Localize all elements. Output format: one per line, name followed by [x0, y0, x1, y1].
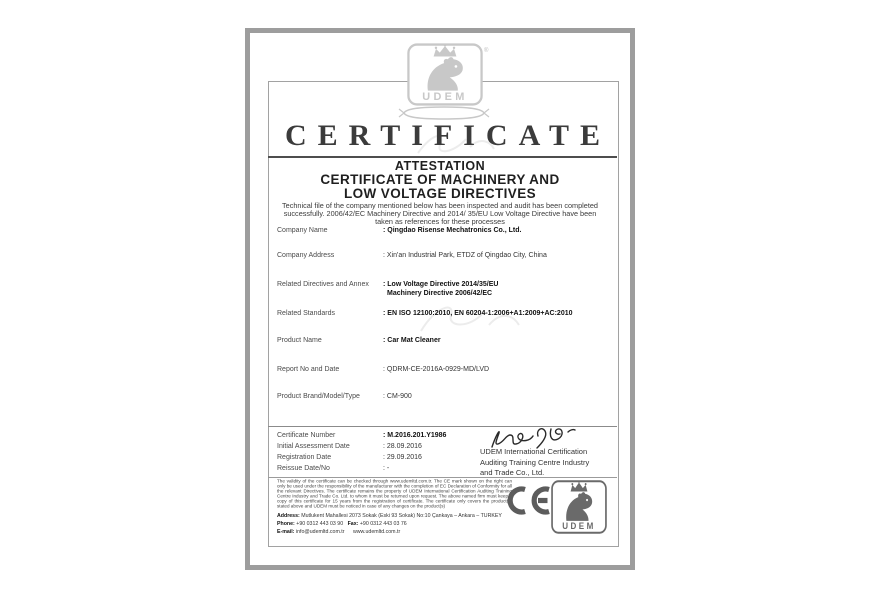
field-row-company-address [250, 252, 630, 272]
udem-stamp-text: UDEM [562, 520, 596, 532]
signatory-name-line: UDEM International Certification [480, 447, 588, 456]
field-value: : EN ISO 12100:2010, EN 60204-1:2006+A1:2009+AC:2010 [383, 310, 573, 317]
attestation-subheading-1: CERTIFICATE OF MACHINERY AND [320, 172, 560, 187]
footer-text-block [277, 479, 513, 536]
attestation-heading: ATTESTATION [394, 159, 486, 173]
field-row-product-name [250, 337, 630, 357]
field-label: Reissue Date/No [277, 465, 330, 472]
email-value: info@udemltd.com.tr [295, 528, 345, 535]
signatory-name-line: Auditing Training Centre Industry [480, 458, 590, 467]
field-label: Report No and Date [277, 366, 340, 373]
address-label: Address: [277, 512, 300, 519]
certificate-title: CERTIFICATE [284, 119, 612, 152]
field-value: : 28.09.2016 [383, 443, 422, 450]
udem-logo-icon [407, 43, 483, 106]
field-value: : - [383, 465, 390, 472]
field-label: Product Name [277, 337, 322, 344]
field-value-line2: Machinery Directive 2006/42/EC [387, 290, 493, 297]
ce-mark-icon [506, 484, 552, 517]
registered-trademark-icon: ® [484, 48, 489, 54]
email-label: E-mail: [277, 528, 295, 535]
phone-value: +90 0312 443 03 90 [296, 520, 344, 527]
field-row-product-model [250, 393, 630, 413]
field-value: : Xin'an Industrial Park, ETDZ of Qingdao City, China [383, 252, 547, 259]
contact-block [277, 512, 513, 536]
field-value: : Qingdao Risense Mechatronics Co., Ltd. [383, 227, 522, 234]
phone-label: Phone: [277, 520, 295, 527]
field-label: Company Address [277, 252, 335, 259]
field-label: Initial Assessment Date [277, 443, 350, 450]
attestation-subheading-2: LOW VOLTAGE DIRECTIVES [343, 186, 537, 201]
field-row-report-no [250, 366, 630, 386]
attestation-intro-paragraph: Technical file of the company mentioned below has been inspected and audit has been completed successfully. 2006/42/EC Machinery Directive and 2014/ 35/EU Low Voltage Directive have been taken as references for these processes [281, 201, 598, 226]
field-value: : 29.09.2016 [383, 454, 422, 461]
field-value: : Low Voltage Directive 2014/35/EU [383, 281, 499, 288]
udem-stamp-icon [551, 480, 607, 534]
udem-logo-text: UDEM [422, 91, 468, 104]
fax-label: Fax: [347, 520, 359, 527]
field-row-related-standards [250, 310, 630, 330]
email-line [277, 528, 513, 536]
field-row-company-name [250, 227, 630, 247]
phone-line [277, 520, 513, 528]
field-value: : Car Mat Cleaner [383, 337, 441, 344]
address-value: Mutlukent Mahallesi 2073 Sokak (Eski 93 Sokak) No:10 Çankaya – Ankara – TURKEY [301, 512, 502, 519]
fax-value: +90 0312 443 03 76 [359, 520, 407, 527]
fine-print: The validity of the certificate can be checked through www.udemltd.com.tr. The CE mark shown on the right can only be used under the responsibility of the manufacturer with the completion of EC Declaration of Conformity for all the relevant Directives. The certificate remains the property of UDEM International Certification Auditing Training Centre Industry and Trade Co. Ltd. to whom it must be returned upon request. The above named firm must keep a copy of this certificate for 15 years from the registration of certificate. The certificate only covers the product(s) stated above and UDEM must be noticed in case of any changes on the product(s) [277, 478, 512, 509]
field-label: Related Directives and Annex [277, 281, 369, 288]
title-underline [268, 156, 617, 158]
field-label: Registration Date [277, 454, 332, 461]
field-label: Product Brand/Model/Type [277, 393, 360, 400]
address-line [277, 512, 513, 520]
website-value: www.udemltd.com.tr [352, 528, 401, 535]
field-label: Related Standards [277, 310, 335, 317]
field-label: Certificate Number [277, 432, 336, 439]
field-value: : M.2016.201.Y1986 [383, 432, 447, 439]
field-row-related-directives [250, 281, 630, 301]
field-value: : CM-900 [383, 393, 412, 400]
certificate-page [245, 28, 635, 570]
signatory-name-line: and Trade Co., Ltd. [480, 468, 545, 477]
field-label: Company Name [277, 227, 328, 234]
field-value: : QDRM-CE-2016A-0929-MD/LVD [383, 366, 490, 373]
